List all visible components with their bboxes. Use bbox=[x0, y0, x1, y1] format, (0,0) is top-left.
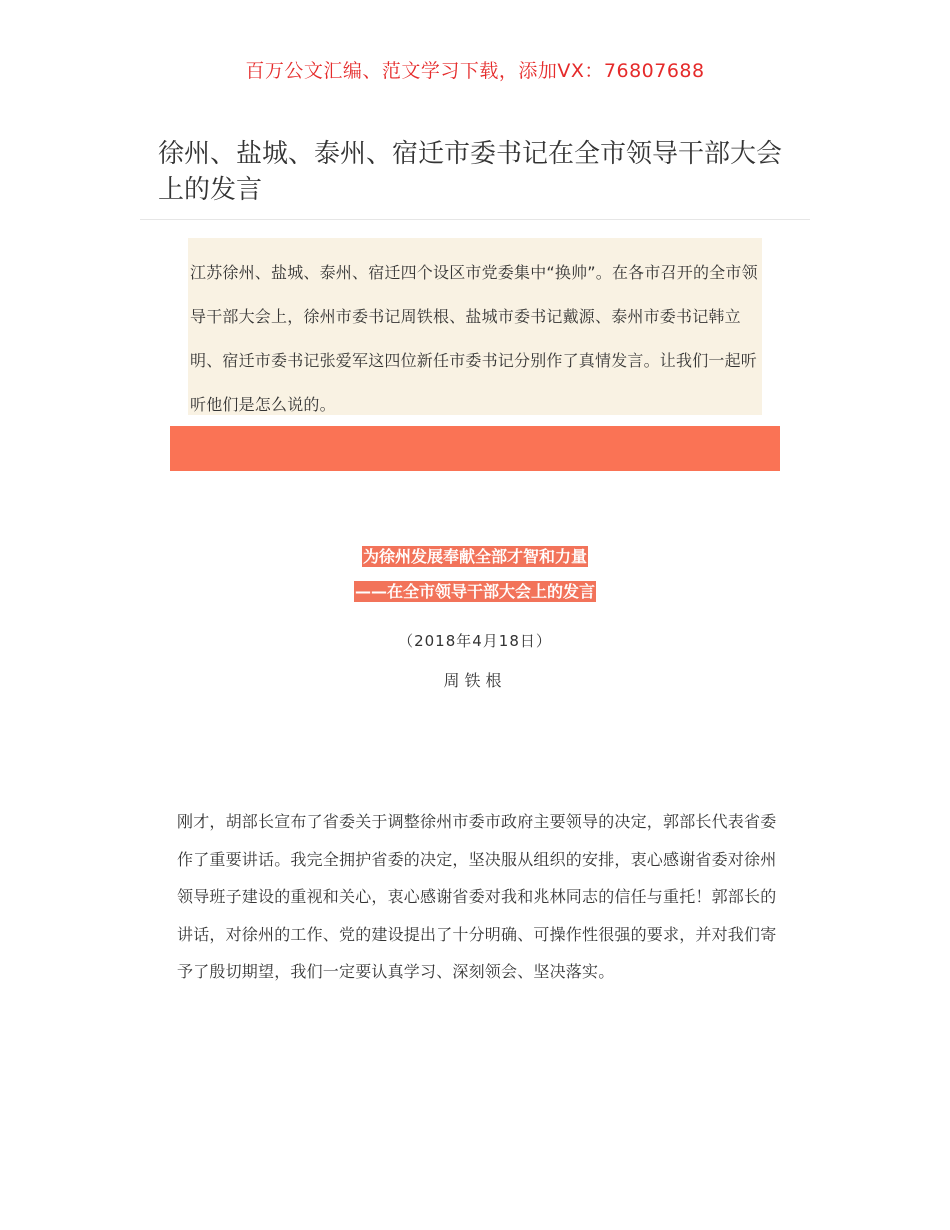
intro-paragraph: 江苏徐州、盐城、泰州、宿迁四个设区市党委集中“换帅”。在各市召开的全市领导干部大会上，徐州市委书记周铁根、盐城市委书记戴源、泰州市委书记韩立明、宿迁市委书记张爱军这四位新任市委书记分别作了真情发言。让我们一起听听他们是怎么说的。 bbox=[188, 238, 762, 415]
speech-title-line-1 bbox=[0, 545, 950, 569]
title-divider bbox=[140, 219, 810, 220]
speech-date: （2018年4月18日） bbox=[398, 632, 552, 650]
speech-title-highlight-1: 为徐州发展奉献全部才智和力量 bbox=[362, 547, 587, 566]
speech-title-highlight-2: ——在全市领导干部大会上的发言 bbox=[354, 582, 595, 601]
speech-title-line-2 bbox=[0, 580, 950, 604]
speech-author: 周铁根 bbox=[443, 671, 507, 690]
article-title: 徐州、盐城、泰州、宿迁市委书记在全市领导干部大会上的发言 bbox=[158, 139, 783, 205]
promo-banner-text: 百万公文汇编、范文学习下载，添加VX：76807688 bbox=[245, 60, 705, 82]
decorative-banner bbox=[170, 426, 780, 471]
body-paragraph: 刚才，胡部长宣布了省委关于调整徐州市委市政府主要领导的决定，郭部长代表省委作了重要讲话。我完全拥护省委的决定，坚决服从组织的安排，衷心感谢省委对徐州领导班子建设的重视和关心，衷心感谢省委对我和兆林同志的信任与重托！郭部长的讲话，对徐州的工作、党的建设提出了十分明确、可操作性很强的要求，并对我们寄予了殷切期望，我们一定要认真学习、深刻领会、坚决落实。 bbox=[177, 812, 777, 981]
